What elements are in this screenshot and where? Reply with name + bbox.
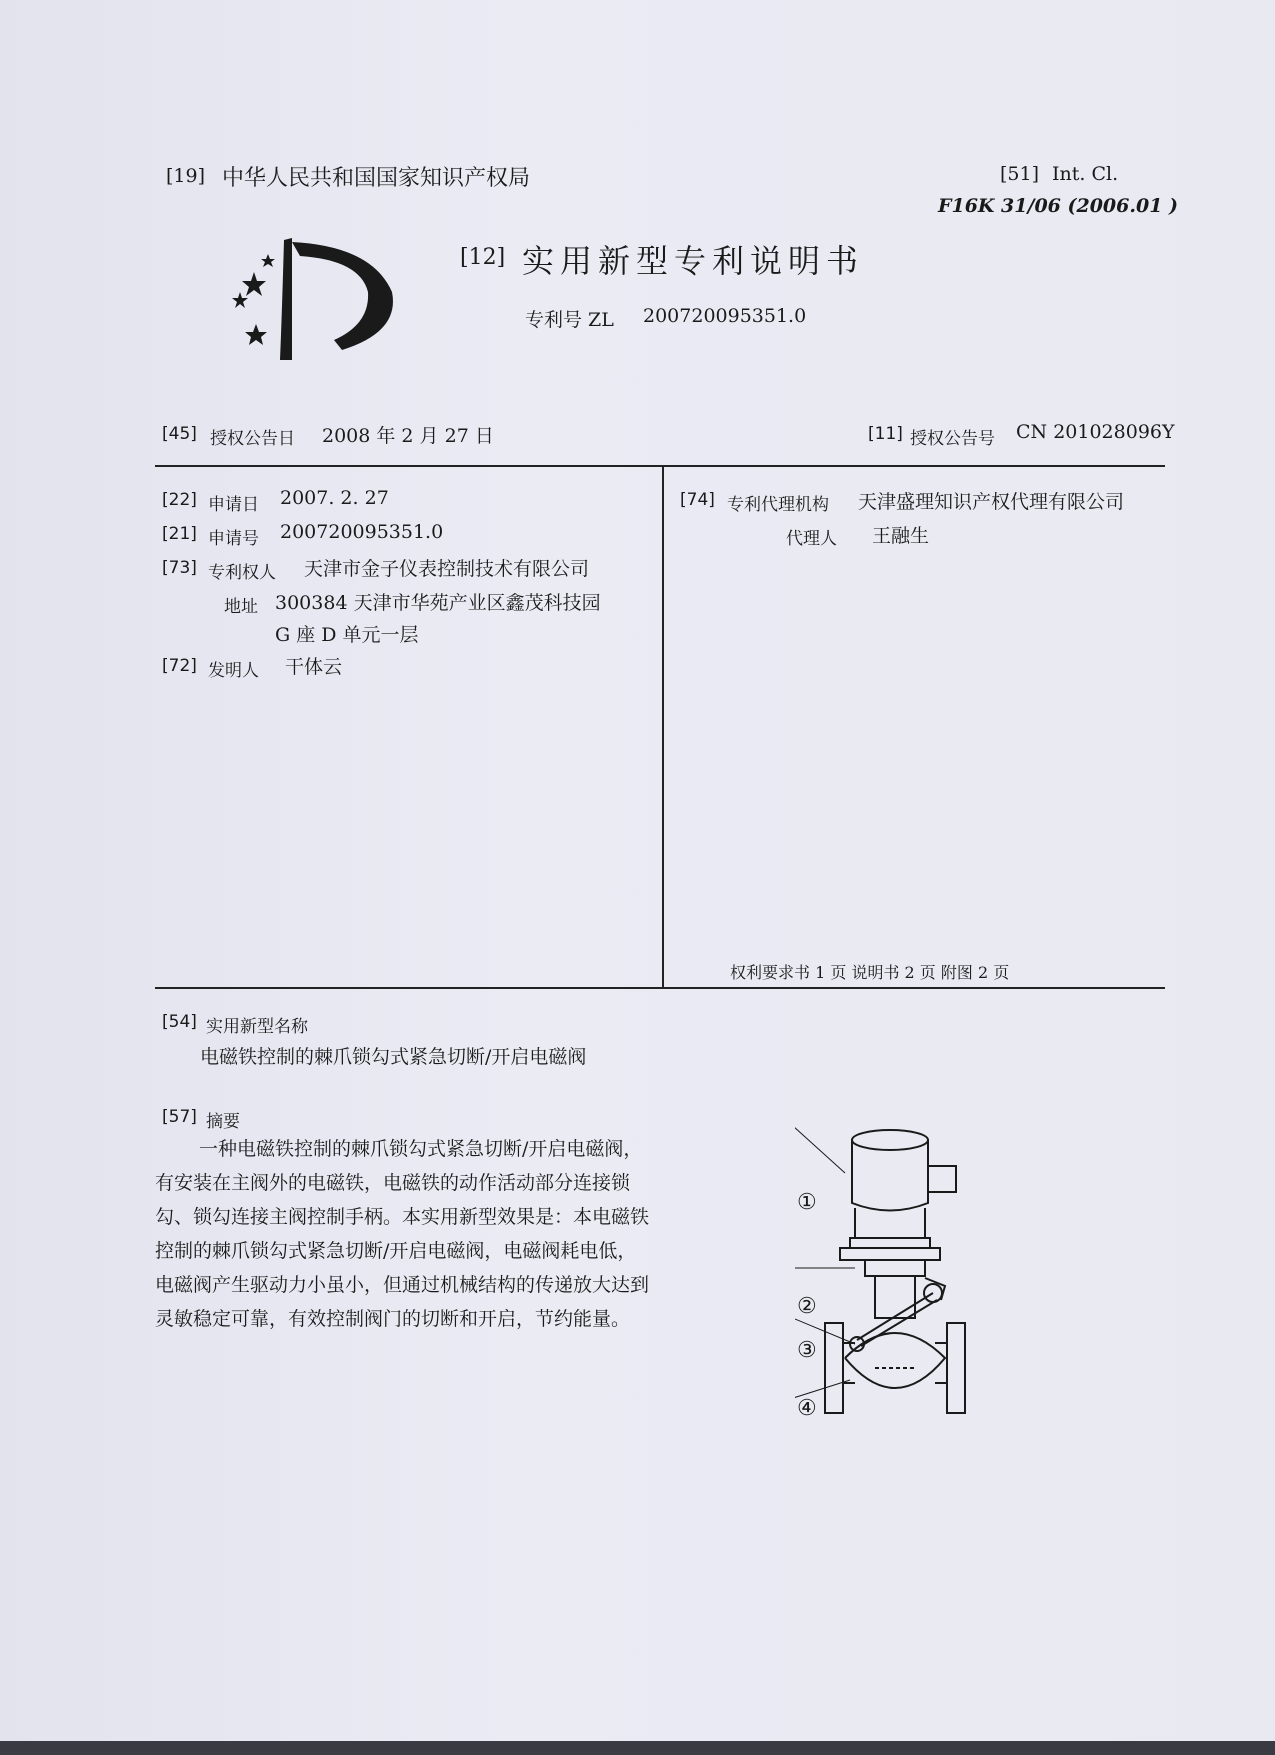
abstract-text: 一种电磁铁控制的棘爪锁勾式紧急切断/开启电磁阀，有安装在主阀外的电磁铁，电磁铁的动作活动部分连接锁勾、锁勾连接主阀控制手柄。本实用新型效果是：本电磁铁控制的棘爪锁勾式紧急切断/开启电磁阀，电磁阀耗电低，电磁阀产生驱动力小虽小，但通过机械结构的传递放大达到灵敏稳定可靠，有效控制阀门的切断和开启，节约能量。: [155, 1138, 650, 1330]
agency-code: [74]: [680, 490, 715, 510]
grant-no: CN 201028096Y: [1016, 421, 1175, 443]
scan-edge: [0, 1741, 1275, 1755]
patent-no-label: 专利号 ZL: [525, 309, 614, 331]
doc-type-code: [12]: [460, 245, 506, 270]
rule-top: [155, 465, 1165, 467]
inventor-code: [72]: [162, 656, 197, 676]
patent-no: 200720095351.0: [643, 305, 807, 327]
abstract-label: 摘要: [206, 1112, 240, 1132]
agency-label: 专利代理机构: [727, 495, 829, 515]
int-cl-label: Int. Cl.: [1052, 163, 1119, 185]
patentee: 天津市金子仪表控制技术有限公司: [304, 558, 590, 580]
pages-summary: 权利要求书 1 页 说明书 2 页 附图 2 页: [730, 963, 1010, 982]
grant-no-label: 授权公告号: [910, 429, 995, 449]
title-label: 实用新型名称: [206, 1017, 308, 1037]
rule-middle: [155, 987, 1165, 989]
address-line1: 300384 天津市华苑产业区鑫茂科技园: [275, 592, 601, 614]
figure-label-4: ④: [797, 1396, 817, 1421]
int-cl-code: [51]: [1000, 163, 1040, 185]
inventor-label: 发明人: [208, 661, 259, 681]
figure-label-1: ①: [797, 1190, 817, 1215]
office-name: 中华人民共和国国家知识产权局: [222, 166, 531, 191]
app-no-code: [21]: [162, 524, 197, 544]
grant-date-code: [45]: [162, 424, 197, 444]
patent-office-logo-icon: [222, 232, 402, 367]
rule-vertical: [662, 466, 664, 988]
valve-figure: [795, 1118, 1010, 1478]
patentee-label: 专利权人: [208, 563, 276, 583]
grant-no-code: [11]: [868, 424, 903, 444]
app-no-label: 申请号: [208, 529, 259, 549]
agent: 王融生: [872, 525, 930, 547]
abstract-code: [57]: [162, 1107, 197, 1127]
office-code: [19]: [166, 165, 206, 187]
inventor: 干体云: [285, 656, 343, 678]
address-line2: G 座 D 单元一层: [275, 624, 419, 646]
grant-date: 2008 年 2 月 27 日: [322, 425, 494, 447]
doc-type: 实用新型专利说明书: [522, 242, 865, 280]
grant-date-label: 授权公告日: [210, 429, 295, 449]
address-label: 地址: [224, 597, 258, 617]
filing-date: 2007. 2. 27: [280, 487, 389, 509]
figure-label-3: ③: [797, 1338, 817, 1363]
filing-date-code: [22]: [162, 490, 197, 510]
agency: 天津盛理知识产权代理有限公司: [858, 491, 1125, 513]
title-code: [54]: [162, 1012, 197, 1032]
app-no: 200720095351.0: [280, 521, 444, 543]
figure-label-2: ②: [797, 1294, 817, 1319]
patentee-code: [73]: [162, 558, 197, 578]
filing-date-label: 申请日: [208, 495, 259, 515]
int-cl-value: F16K 31/06 (2006.01 ): [938, 195, 1179, 217]
agent-label: 代理人: [786, 529, 837, 549]
utility-model-title: 电磁铁控制的棘爪锁勾式紧急切断/开启电磁阀: [200, 1046, 587, 1068]
